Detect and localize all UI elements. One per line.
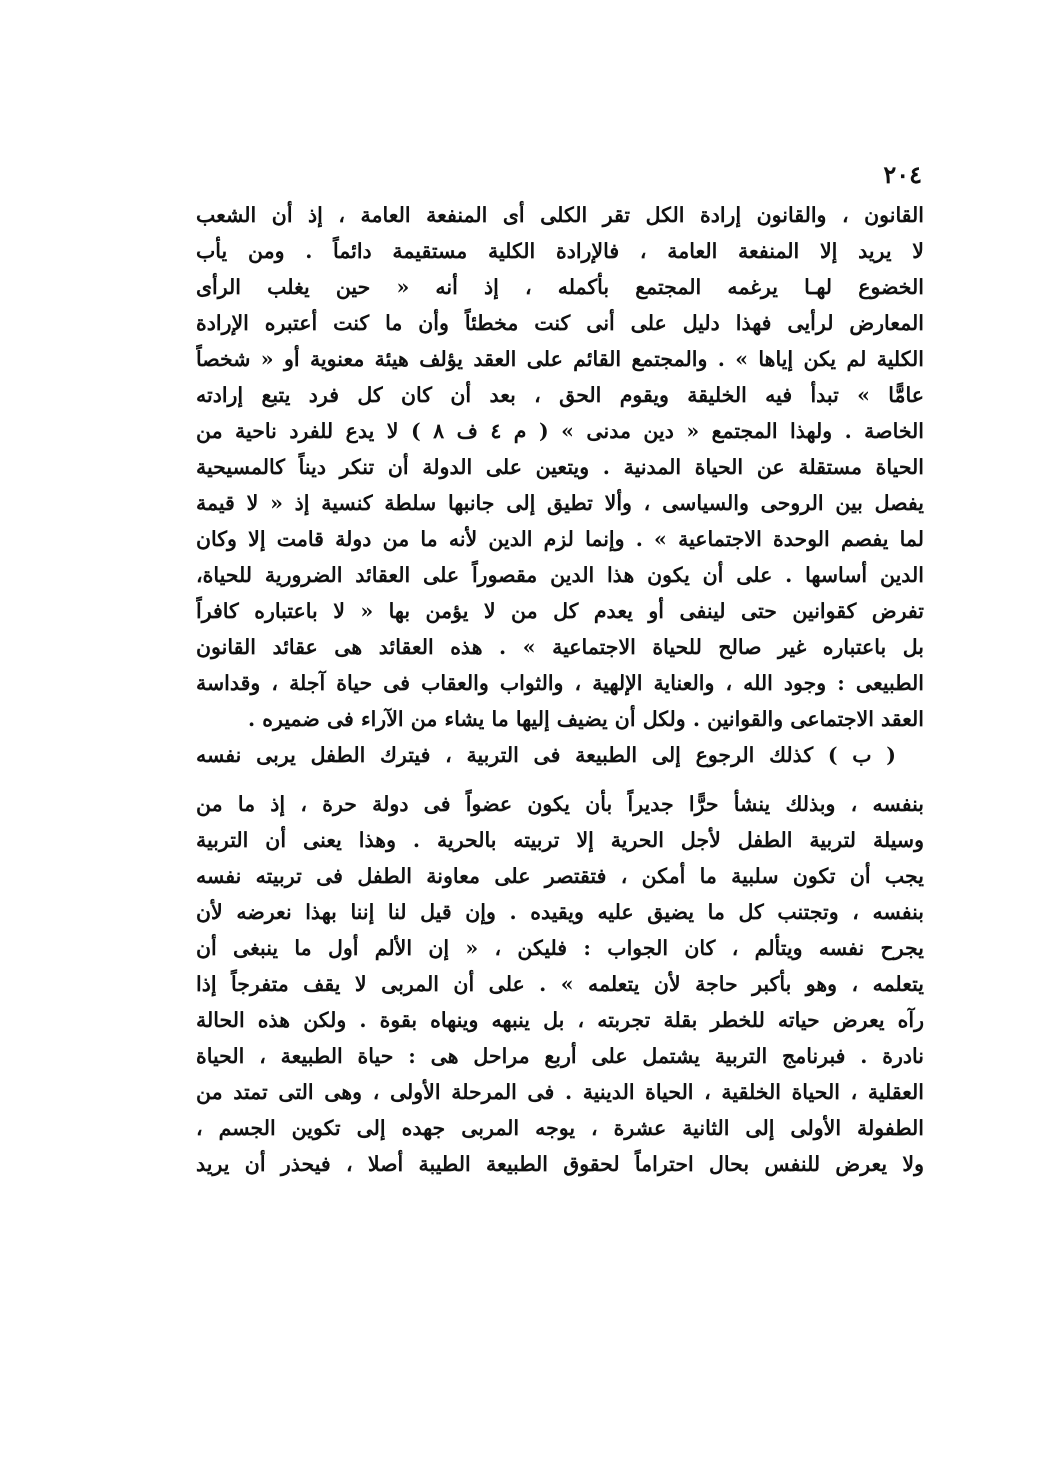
- text-line: الكلية لم يكن إياها » . والمجتمع القائم على العقد يؤلف هيئة معنوية أو « شخصاً: [196, 347, 924, 371]
- text-line: بنفسه ، وتجتنب كل ما يضيق عليه ويقيده . وإن قيل لنا إننا بهذا نعرضه لأن: [196, 900, 924, 924]
- body-text: [196, 197, 924, 1182]
- text-line: لما يفصم الوحدة الاجتماعية » . وإنما لزم الدين لأنه ما من دولة قامت إلا وكان: [196, 527, 924, 551]
- text-line: العقلية ، الحياة الخلقية ، الحياة الدينية . فى المرحلة الأولى ، وهى التى تمتد من: [196, 1080, 924, 1104]
- text-line: وسيلة لتربية الطفل لأجل الحرية إلا تربيته بالحرية . وهذا يعنى أن التربية: [196, 828, 924, 852]
- text-line: بل باعتباره غير صالح للحياة الاجتماعية » . هذه العقائد هى عقائد القانون: [196, 635, 924, 659]
- text-line: ولا يعرض للنفس بحال احتراماً لحقوق الطبيعة الطيبة أصلا ، فيحذر أن يريد: [196, 1152, 924, 1176]
- text-line: الدين أساسها . على أن يكون هذا الدين مقصوراً على العقائد الضرورية للحياة،: [196, 563, 924, 587]
- line-spacer: [196, 773, 924, 786]
- text-line: المعارض لرأيى فهذا دليل على أنى كنت مخطئاً وأن ما كنت أعتبره الإرادة: [196, 311, 924, 335]
- text-line: بنفسه ، وبذلك ينشأ حرًّا جديراً بأن يكون عضواً فى دولة حرة ، إذ ما من: [196, 792, 924, 816]
- page-number: ٢٠٤: [883, 160, 922, 189]
- text-line: يتعلمه ، وهو بأكبر حاجة لأن يتعلمه » . على أن المربى لا يقف متفرجاً إذا: [196, 972, 924, 996]
- text-line: العقد الاجتماعى والقوانين . ولكل أن يضيف إليها ما يشاء من الآراء فى ضميره .: [248, 707, 924, 731]
- text-line: عامًّا » تبدأ فيه الخليقة ويقوم الحق ، بعد أن كان كل فرد يتبع إرادته: [196, 383, 924, 407]
- text-line: يجب أن تكون سلبية ما أمكن ، فتقتصر على معاونة الطفل فى تربيته نفسه: [196, 864, 924, 888]
- text-line: القانون ، والقانون إرادة الكل تقر الكلى أى المنفعة العامة ، إذ أن الشعب: [196, 203, 924, 227]
- text-line: رآه يعرض حياته للخطر بقلة تجربته ، بل ينبهه وينهاه بقوة . ولكن هذه الحالة: [196, 1008, 924, 1032]
- text-line: الطبيعى : وجود الله ، والعناية الإلهية ، والثواب والعقاب فى حياة آجلة ، وقداسة: [196, 671, 924, 695]
- text-line: تفرض كقوانين حتى لينفى أو يعدم كل من لا يؤمن بها « لا باعتباره كافراً: [196, 599, 924, 623]
- text-line: لا يريد إلا المنفعة العامة ، فالإرادة الكلية مستقيمة دائماً . ومن يأب: [196, 239, 924, 263]
- text-line: نادرة . فبرنامج التربية يشتمل على أربع مراحل هى : حياة الطبيعة ، الحياة: [196, 1044, 924, 1068]
- paragraph-1: [196, 197, 924, 737]
- text-line: الحياة مستقلة عن الحياة المدنية . ويتعين على الدولة أن تنكر ديناً كالمسيحية: [196, 455, 924, 479]
- text-line: الطفولة الأولى إلى الثانية عشرة ، يوجه المربى جهده إلى تكوين الجسم ،: [196, 1116, 924, 1140]
- text-line: الخاصة . ولهذا المجتمع « دين مدنى » ( م ٤ ف ٨ ) لا يدع للفرد ناحية من: [196, 419, 924, 443]
- paragraph-2: [196, 737, 924, 1182]
- text-line-first: ( ب ) كذلك الرجوع إلى الطبيعة فى التربية ، فيترك الطفل يربى نفسه: [196, 743, 896, 767]
- text-line: الخضوع لهـا يرغمه المجتمع بأكمله ، إذ أنه « حين يغلب الرأى: [196, 275, 924, 299]
- text-line: يجرح نفسه ويتألم ، كان الجواب : فليكن ، « إن الألم أول ما ينبغى أن: [196, 936, 924, 960]
- text-line: يفصل بين الروحى والسياسى ، وألا تطيق إلى جانبها سلطة كنسية إذ « لا قيمة: [196, 491, 924, 515]
